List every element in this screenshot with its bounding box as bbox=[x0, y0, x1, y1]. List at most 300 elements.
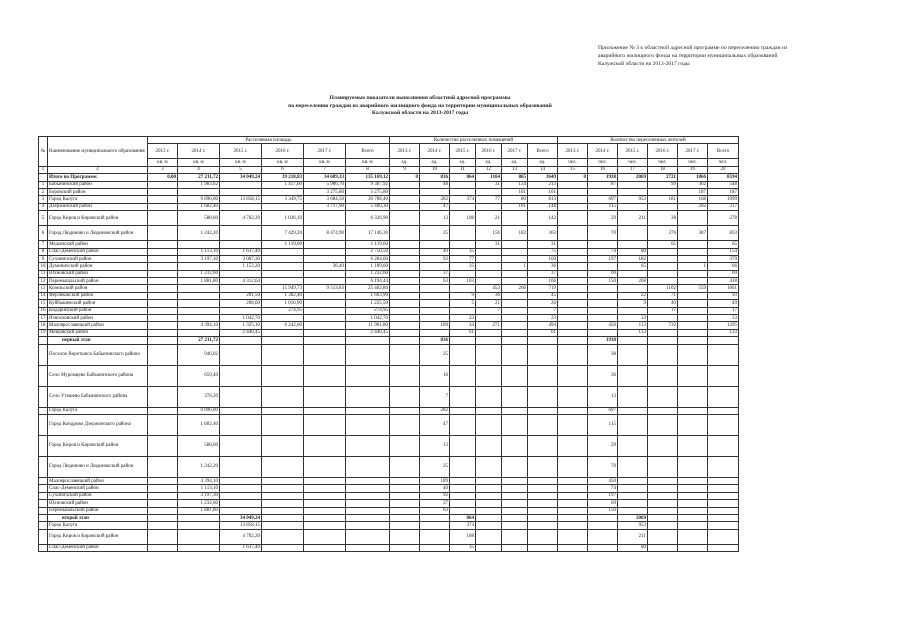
header-num: № bbox=[39, 137, 48, 167]
area-cell: 3 684,50 bbox=[304, 196, 346, 203]
table-row bbox=[39, 529, 739, 544]
people-cell: 187 bbox=[708, 188, 739, 195]
people-cell bbox=[648, 456, 678, 477]
header-people-group: Количество переселенных жителей bbox=[558, 137, 739, 144]
header-year-rooms: 2016 г. bbox=[476, 144, 502, 159]
area-cell: 1 881,80 bbox=[178, 278, 220, 285]
rooms-cell bbox=[476, 329, 502, 336]
area-cell: 3 349,75 bbox=[262, 196, 304, 203]
rooms-cell bbox=[502, 292, 528, 299]
rooms-cell: 37 bbox=[420, 270, 450, 277]
rooms-cell bbox=[502, 492, 528, 499]
people-cell: 115 bbox=[588, 203, 618, 210]
area-cell: 6 326,90 bbox=[346, 211, 390, 226]
people-cell bbox=[648, 407, 678, 414]
people-cell bbox=[558, 435, 588, 456]
table-row bbox=[39, 181, 739, 188]
row-number: 17 bbox=[40, 315, 46, 321]
rooms-cell bbox=[450, 226, 476, 241]
rooms-cell: 63 bbox=[420, 278, 450, 285]
people-cell: 211 bbox=[618, 211, 648, 226]
column-number: 20 bbox=[708, 166, 739, 173]
table-row bbox=[39, 365, 739, 386]
people-cell: 450 bbox=[588, 477, 618, 484]
area-cell bbox=[262, 255, 304, 262]
area-cell bbox=[178, 263, 220, 270]
rooms-cell: 13 bbox=[420, 211, 450, 226]
rooms-cell: 80 bbox=[502, 196, 528, 203]
people-cell bbox=[678, 456, 708, 477]
rooms-cell bbox=[390, 365, 420, 386]
people-cell: 150 bbox=[588, 507, 618, 514]
people-cell: 29 bbox=[588, 211, 618, 226]
people-cell bbox=[588, 241, 618, 248]
row-number: 19 bbox=[40, 330, 46, 336]
appendix-line-1: Приложение № 3 к областной адресной программе по переселению граждан из bbox=[598, 45, 788, 51]
row-name: Город Калуга bbox=[48, 196, 148, 203]
area-cell bbox=[220, 507, 262, 514]
people-cell: 65 bbox=[708, 241, 739, 248]
rooms-cell: 282 bbox=[420, 196, 450, 203]
rooms-cell: 63 bbox=[420, 507, 450, 514]
area-cell bbox=[262, 507, 304, 514]
rooms-cell bbox=[390, 414, 420, 435]
people-cell: 17 bbox=[708, 307, 739, 314]
people-cell bbox=[618, 203, 648, 210]
header-unit: чел. bbox=[618, 159, 648, 166]
rooms-cell: 21 bbox=[476, 211, 502, 226]
rooms-cell bbox=[502, 315, 528, 322]
area-cell bbox=[304, 485, 346, 492]
people-cell: 17 bbox=[648, 307, 678, 314]
area-cell bbox=[262, 386, 304, 407]
rooms-cell bbox=[390, 407, 420, 414]
table-row bbox=[39, 329, 739, 336]
people-cell bbox=[558, 322, 588, 329]
rooms-cell bbox=[390, 514, 420, 521]
area-cell bbox=[304, 248, 346, 255]
rooms-cell: 36 bbox=[528, 263, 558, 270]
row-name: Город Калуга bbox=[48, 407, 148, 414]
people-cell bbox=[618, 407, 648, 414]
area-cell: 274,95 bbox=[346, 307, 390, 314]
area-cell bbox=[262, 522, 304, 529]
table-row bbox=[39, 435, 739, 456]
row-name: Город Киров и Кировский район bbox=[48, 435, 148, 456]
table-row bbox=[39, 263, 739, 270]
people-cell bbox=[618, 477, 648, 484]
people-cell: 93 bbox=[708, 292, 739, 299]
rooms-cell: 494 bbox=[528, 322, 558, 329]
area-cell: 135 169,12 bbox=[346, 174, 390, 181]
row-name: Сухиничский район bbox=[48, 255, 148, 262]
header-name: Наименование муниципального образования bbox=[48, 137, 148, 167]
rooms-cell bbox=[476, 263, 502, 270]
rooms-cell bbox=[502, 248, 528, 255]
rooms-cell bbox=[390, 203, 420, 210]
table-row bbox=[39, 386, 739, 407]
people-cell bbox=[618, 344, 648, 365]
column-number: 3 bbox=[148, 166, 178, 173]
column-number: 17 bbox=[618, 166, 648, 173]
area-cell: 1 242,20 bbox=[178, 456, 220, 477]
rooms-cell: 16 bbox=[420, 365, 450, 386]
area-cell bbox=[178, 522, 220, 529]
row-name: Спас-Деменский район bbox=[48, 544, 148, 551]
rooms-cell bbox=[476, 315, 502, 322]
area-cell: 3 197,30 bbox=[178, 492, 220, 499]
people-cell: 99 bbox=[648, 181, 678, 188]
rooms-cell bbox=[420, 315, 450, 322]
people-cell bbox=[678, 292, 708, 299]
people-cell bbox=[648, 365, 678, 386]
rooms-cell: 26 bbox=[528, 300, 558, 307]
rooms-cell: 453 bbox=[476, 285, 502, 292]
rooms-cell bbox=[502, 211, 528, 226]
rooms-cell: 864 bbox=[450, 174, 476, 181]
people-cell bbox=[678, 211, 708, 226]
area-cell: 3 275,80 bbox=[346, 188, 390, 195]
people-cell: 197 bbox=[588, 492, 618, 499]
area-cell bbox=[220, 226, 262, 241]
area-cell bbox=[346, 365, 390, 386]
people-cell bbox=[678, 270, 708, 277]
rooms-cell: 77 bbox=[450, 255, 476, 262]
people-cell bbox=[558, 226, 588, 241]
column-number: 4 bbox=[178, 166, 220, 173]
area-cell bbox=[304, 514, 346, 521]
table-row bbox=[39, 507, 739, 514]
area-cell bbox=[148, 337, 178, 344]
row-name: Село Муромцево Бабынинского района bbox=[48, 365, 148, 386]
rooms-cell: 813 bbox=[528, 196, 558, 203]
area-cell bbox=[346, 514, 390, 521]
people-cell bbox=[708, 365, 739, 386]
rooms-cell bbox=[528, 522, 558, 529]
people-cell: 71 bbox=[648, 292, 678, 299]
area-cell: 3 275,80 bbox=[304, 188, 346, 195]
rooms-cell bbox=[390, 485, 420, 492]
people-cell: 38 bbox=[648, 211, 678, 226]
title-line-3: Калужской области на 2013-2017 годы bbox=[371, 110, 469, 117]
people-cell bbox=[648, 386, 678, 407]
header-unit: ед. bbox=[502, 159, 528, 166]
program-table bbox=[38, 136, 739, 552]
people-cell bbox=[588, 263, 618, 270]
people-cell: 450 bbox=[588, 322, 618, 329]
area-cell bbox=[148, 188, 178, 195]
people-cell bbox=[708, 386, 739, 407]
area-cell: 34 689,33 bbox=[304, 174, 346, 181]
area-cell: 1 153,20 bbox=[220, 263, 262, 270]
rooms-cell bbox=[450, 386, 476, 407]
rooms-cell bbox=[420, 529, 450, 544]
header-unit: ед. bbox=[476, 159, 502, 166]
people-cell bbox=[558, 307, 588, 314]
rooms-cell bbox=[528, 485, 558, 492]
area-cell bbox=[148, 270, 178, 277]
area-cell bbox=[220, 492, 262, 499]
table-row bbox=[39, 278, 739, 285]
rooms-cell bbox=[450, 337, 476, 344]
area-cell bbox=[178, 529, 220, 544]
people-cell bbox=[678, 407, 708, 414]
header-rooms-group: Количество расселенных помещений bbox=[390, 137, 558, 144]
rooms-cell: 61 bbox=[450, 329, 476, 336]
row-name: Козельский район bbox=[48, 285, 148, 292]
rooms-cell: 166 bbox=[528, 278, 558, 285]
people-cell: 202 bbox=[678, 203, 708, 210]
row-number: 8 bbox=[39, 248, 48, 255]
area-cell bbox=[148, 307, 178, 314]
area-cell: 1 119,60 bbox=[262, 241, 304, 248]
row-number: 7 bbox=[39, 241, 48, 248]
header-year-area: 2014 г. bbox=[178, 144, 220, 159]
area-cell bbox=[346, 492, 390, 499]
people-cell bbox=[588, 544, 618, 551]
row-number: 12 bbox=[40, 278, 46, 284]
rooms-cell: 189 bbox=[420, 477, 450, 484]
area-cell bbox=[148, 278, 178, 285]
area-cell bbox=[262, 315, 304, 322]
table-row bbox=[39, 203, 739, 210]
people-cell: 80 bbox=[618, 544, 648, 551]
row-number: 15 bbox=[40, 300, 46, 306]
people-cell: 70 bbox=[588, 226, 618, 241]
people-cell: 115 bbox=[588, 414, 618, 435]
rooms-cell: 148 bbox=[528, 203, 558, 210]
area-cell: 6 194,44 bbox=[346, 278, 390, 285]
rooms-cell bbox=[420, 241, 450, 248]
table-row bbox=[39, 485, 739, 492]
row-name: Ферзиковский район bbox=[48, 292, 148, 299]
area-cell bbox=[262, 407, 304, 414]
header-year-people: 2013 г. bbox=[558, 144, 588, 159]
people-cell: 154 bbox=[708, 248, 739, 255]
row-name: Медынский район bbox=[48, 241, 148, 248]
row-number bbox=[39, 435, 48, 456]
rooms-cell bbox=[528, 529, 558, 544]
rooms-cell bbox=[420, 514, 450, 521]
header-unit: чел. bbox=[678, 159, 708, 166]
people-cell: 187 bbox=[678, 188, 708, 195]
people-cell bbox=[678, 365, 708, 386]
rooms-cell bbox=[502, 544, 528, 551]
table-row bbox=[39, 500, 739, 507]
area-cell bbox=[304, 344, 346, 365]
people-cell bbox=[558, 211, 588, 226]
area-cell bbox=[304, 365, 346, 386]
people-cell: 1295 bbox=[708, 322, 739, 329]
area-cell: 1 663,90 bbox=[346, 292, 390, 299]
area-cell bbox=[220, 407, 262, 414]
area-cell bbox=[346, 477, 390, 484]
area-cell bbox=[220, 386, 262, 407]
people-cell bbox=[618, 337, 648, 344]
area-cell bbox=[304, 322, 346, 329]
people-cell bbox=[648, 315, 678, 322]
area-cell bbox=[262, 492, 304, 499]
rooms-cell bbox=[390, 500, 420, 507]
area-cell bbox=[262, 500, 304, 507]
people-cell bbox=[558, 500, 588, 507]
people-cell bbox=[678, 500, 708, 507]
area-cell bbox=[304, 211, 346, 226]
rooms-cell: 77 bbox=[476, 196, 502, 203]
rooms-cell bbox=[476, 485, 502, 492]
table-row bbox=[39, 544, 739, 551]
rooms-cell bbox=[476, 344, 502, 365]
area-cell: 281,50 bbox=[220, 292, 262, 299]
rooms-cell bbox=[528, 407, 558, 414]
rooms-cell bbox=[450, 285, 476, 292]
header-year-rooms: 2014 г. bbox=[420, 144, 450, 159]
people-cell bbox=[588, 315, 618, 322]
rooms-cell: 75 bbox=[528, 248, 558, 255]
appendix-note bbox=[598, 44, 858, 68]
rooms-cell: 31 bbox=[476, 181, 502, 188]
people-cell bbox=[588, 514, 618, 521]
header-year-people: 2017 г. bbox=[678, 144, 708, 159]
row-number bbox=[39, 500, 48, 507]
area-cell: 1 113,10 bbox=[178, 248, 220, 255]
area-cell: 2 440,45 bbox=[346, 329, 390, 336]
people-cell bbox=[558, 255, 588, 262]
rooms-cell bbox=[476, 529, 502, 544]
row-name: Город Киров и Кировский район bbox=[48, 529, 148, 544]
area-cell: 4 312,64 bbox=[220, 278, 262, 285]
row-name: Дзержинский район bbox=[48, 203, 148, 210]
row-name: Перемышльский район bbox=[48, 507, 148, 514]
rooms-cell: 156 bbox=[476, 226, 502, 241]
area-cell: 1 242,20 bbox=[178, 226, 220, 241]
row-number bbox=[39, 522, 48, 529]
row-name: Город Кондрово Дзержинского района bbox=[48, 414, 148, 435]
area-cell: 9 513,83 bbox=[304, 285, 346, 292]
rooms-cell bbox=[390, 211, 420, 226]
row-number bbox=[39, 544, 48, 551]
area-cell: 34 049,24 bbox=[220, 514, 262, 521]
row-number: 3 bbox=[39, 196, 48, 203]
rooms-cell: 101 bbox=[502, 188, 528, 195]
people-cell: 362 bbox=[678, 181, 708, 188]
rooms-cell bbox=[528, 435, 558, 456]
area-cell bbox=[148, 211, 178, 226]
rooms-cell bbox=[476, 456, 502, 477]
area-cell bbox=[148, 300, 178, 307]
area-cell bbox=[220, 435, 262, 456]
area-cell bbox=[178, 292, 220, 299]
rooms-cell bbox=[390, 270, 420, 277]
rooms-cell bbox=[450, 407, 476, 414]
people-cell bbox=[648, 203, 678, 210]
rooms-cell bbox=[390, 435, 420, 456]
rooms-cell: 7 bbox=[528, 307, 558, 314]
rooms-cell: 108 bbox=[450, 211, 476, 226]
people-cell bbox=[618, 492, 648, 499]
rooms-cell bbox=[450, 307, 476, 314]
rooms-cell: 40 bbox=[420, 485, 450, 492]
area-cell bbox=[220, 203, 262, 210]
row-number: 5 bbox=[39, 211, 48, 226]
people-cell bbox=[618, 226, 648, 241]
rooms-cell bbox=[390, 456, 420, 477]
table-row bbox=[39, 292, 739, 299]
people-cell: 732 bbox=[648, 322, 678, 329]
area-cell bbox=[178, 307, 220, 314]
people-cell bbox=[708, 337, 739, 344]
rooms-cell bbox=[390, 529, 420, 544]
area-cell bbox=[148, 329, 178, 336]
area-cell bbox=[220, 241, 262, 248]
people-cell: 317 bbox=[708, 203, 739, 210]
rooms-cell bbox=[420, 300, 450, 307]
area-cell: 1 225,50 bbox=[346, 300, 390, 307]
rooms-cell bbox=[450, 270, 476, 277]
rooms-cell bbox=[502, 514, 528, 521]
people-cell bbox=[558, 544, 588, 551]
people-cell: 697 bbox=[588, 407, 618, 414]
rooms-cell: 21 bbox=[476, 300, 502, 307]
row-number bbox=[39, 477, 48, 484]
table-row bbox=[39, 300, 739, 307]
people-cell bbox=[678, 544, 708, 551]
area-cell: 1 325,10 bbox=[220, 322, 262, 329]
area-cell: 4 702,20 bbox=[220, 211, 262, 226]
area-cell bbox=[148, 203, 178, 210]
people-cell bbox=[708, 485, 739, 492]
people-cell bbox=[678, 248, 708, 255]
people-cell: 113 bbox=[618, 322, 648, 329]
area-cell: 5 400,30 bbox=[346, 203, 390, 210]
rooms-cell bbox=[476, 544, 502, 551]
table-row bbox=[39, 414, 739, 435]
people-cell bbox=[558, 188, 588, 195]
rooms-cell: 48 bbox=[420, 181, 450, 188]
area-cell bbox=[220, 270, 262, 277]
row-number: 1 bbox=[39, 181, 48, 188]
rooms-cell: 363 bbox=[528, 226, 558, 241]
rooms-cell bbox=[390, 492, 420, 499]
row-number: 6 bbox=[39, 226, 48, 241]
rooms-cell: 25 bbox=[420, 226, 450, 241]
area-cell bbox=[346, 344, 390, 365]
row-number bbox=[39, 485, 48, 492]
rooms-cell bbox=[502, 255, 528, 262]
rooms-cell bbox=[390, 241, 420, 248]
area-cell bbox=[178, 514, 220, 521]
area-cell: 13 858,15 bbox=[220, 196, 262, 203]
row-number: 14 bbox=[40, 293, 46, 299]
rooms-cell bbox=[502, 307, 528, 314]
rooms-cell: 282 bbox=[420, 407, 450, 414]
area-cell: 588,60 bbox=[178, 211, 220, 226]
people-cell bbox=[648, 544, 678, 551]
area-cell bbox=[262, 248, 304, 255]
rooms-cell: 108 bbox=[450, 529, 476, 544]
people-cell bbox=[588, 292, 618, 299]
rooms-cell: 47 bbox=[420, 203, 450, 210]
people-cell bbox=[708, 514, 739, 521]
area-cell bbox=[346, 500, 390, 507]
rooms-cell bbox=[420, 292, 450, 299]
column-number: 12 bbox=[476, 166, 502, 173]
people-cell: 2721 bbox=[648, 174, 678, 181]
people-cell bbox=[648, 529, 678, 544]
area-cell: 1 983,62 bbox=[178, 181, 220, 188]
area-cell bbox=[148, 456, 178, 477]
column-number: 14 bbox=[528, 166, 558, 173]
